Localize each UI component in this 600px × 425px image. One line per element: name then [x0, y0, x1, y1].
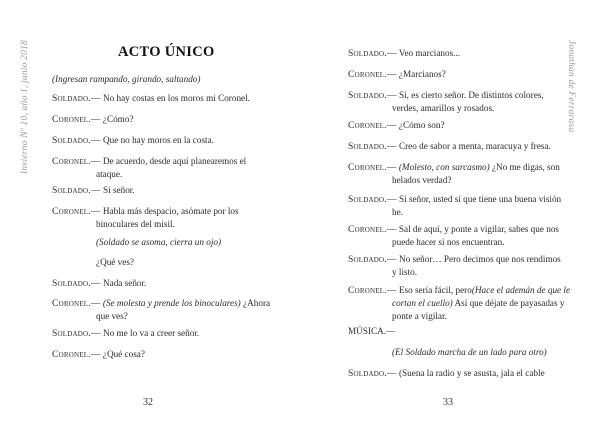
- dialogue-line: [348, 68, 446, 81]
- dialogue-line: [52, 205, 239, 231]
- line-continuation: ataque.: [96, 169, 123, 179]
- line-continuation: y listo.: [392, 267, 418, 277]
- speaker: Coronel.—: [52, 206, 101, 217]
- stage-direction: (Soldado se asoma, cierra un ojo): [96, 237, 222, 247]
- dialogue-line: [348, 367, 545, 380]
- right-page: [300, 0, 600, 425]
- speaker: Soldado.—: [348, 48, 397, 59]
- page-number: 33: [443, 397, 453, 408]
- speaker: Soldado.—: [52, 328, 101, 339]
- line-text: Sí, es cierto señor. De distintos colores,: [398, 90, 544, 100]
- dialogue-line: ¿Qué ves?: [96, 257, 135, 267]
- line-text: ¿Cómo?: [102, 114, 134, 124]
- stage-direction: (Se molesta y prende los binoculares): [102, 298, 241, 308]
- speaker: Soldado.—: [348, 141, 397, 152]
- dialogue-line: [348, 119, 445, 132]
- line-text: Eso sería fácil, pero: [398, 285, 472, 295]
- speaker: Coronel.—: [52, 156, 101, 167]
- stage-direction: (El Soldado marcha de un lado para otro): [392, 347, 547, 357]
- dialogue-line: [52, 277, 146, 290]
- stage-direction-cont: cortan el cuello): [392, 298, 453, 308]
- page-title: ACTO ÚNICO: [118, 44, 215, 60]
- line-text: No hay costas en los moros mi Coronel.: [102, 93, 250, 103]
- line-continuation: he.: [392, 207, 403, 217]
- speaker: Coronel.—: [348, 120, 397, 131]
- speaker: Coronel.—: [348, 69, 397, 80]
- line-continuation: que ves?: [96, 311, 128, 321]
- line-text: ¿No me digas, son: [489, 162, 560, 172]
- dialogue-line: [52, 134, 214, 147]
- speaker: Soldado.—: [52, 278, 101, 289]
- dialogue-line: [52, 297, 270, 323]
- dialogue-line: [52, 184, 135, 197]
- right-side-header: Jonathan de Ferrarasa: [566, 40, 576, 133]
- line-continuation: binoculares del misil.: [96, 219, 175, 229]
- speaker: Soldado.—: [348, 90, 397, 101]
- speaker: Soldado.—: [348, 368, 397, 379]
- stage-direction: (Ingresan rampando, girando, saltando): [52, 74, 201, 84]
- speaker: Soldado.—: [348, 254, 397, 265]
- dialogue-line: [348, 161, 560, 187]
- dialogue-line: [52, 155, 246, 181]
- line-continuation: verdes, amarillos y rosados.: [392, 103, 495, 113]
- speaker: Soldado.—: [52, 93, 101, 104]
- dialogue-line: [348, 223, 559, 249]
- speaker: Soldado.—: [52, 185, 101, 196]
- line-text: Veo marcianos...: [398, 48, 461, 58]
- line-text: Sí señor.: [102, 185, 135, 195]
- line-continuation: ponte a vigilar.: [392, 311, 447, 321]
- line-text: No me lo va a creer señor.: [102, 328, 200, 338]
- dialogue-line: [348, 193, 561, 219]
- line-text: No señor… Pero decimos que nos rendimos: [398, 254, 561, 264]
- speaker: Soldado.—: [348, 194, 397, 205]
- line-text: Creo de sabor a menta, maracuya y fresa.: [398, 141, 551, 151]
- speaker: Coronel.—: [348, 162, 397, 173]
- line-text: Sí señor, usted sí que tiene una buena visión: [398, 194, 562, 204]
- line-text: Habla más despacio, asómate por los: [102, 206, 239, 216]
- line-text: Nada señor.: [102, 278, 147, 288]
- speaker: Coronel.—: [348, 224, 397, 235]
- dialogue-line: [52, 113, 134, 126]
- dialogue-line: [348, 140, 551, 153]
- speaker: Coronel.—: [52, 114, 101, 125]
- line-text: ¿Ahora: [240, 298, 271, 308]
- line-text: ¿Marcianos?: [398, 69, 446, 79]
- line-text: ¿Cómo son?: [398, 120, 445, 130]
- stage-direction: (Hace el ademán de que le: [471, 285, 571, 295]
- dialogue-line: [348, 284, 570, 323]
- music-cue: MÚSICA.—: [348, 326, 396, 336]
- page-number: 32: [143, 397, 153, 408]
- dialogue-line: [52, 348, 145, 361]
- line-text: ¿Qué cosa?: [102, 349, 145, 359]
- line-text: De acuerdo, desde aquí planearemos el: [102, 156, 247, 166]
- line-continuation: helados verdad?: [392, 175, 452, 185]
- left-side-header: Invierno Nº 10, año 1, junio 2018: [20, 40, 30, 175]
- line-text: Sal de aquí, y ponte a vigilar, sabes que nos: [398, 224, 559, 234]
- line-text: (Suena la radio y se asusta, jala el cable: [398, 368, 545, 378]
- speaker: Coronel.—: [52, 349, 101, 360]
- line-continuation: puede hacer si nos encuentran.: [392, 237, 505, 247]
- dialogue-line: [348, 47, 460, 60]
- dialogue-line: [52, 92, 250, 105]
- dialogue-line: [52, 327, 199, 340]
- line-continuation-text: Así que déjate de payasadas y: [452, 298, 565, 308]
- speaker: Coronel.—: [348, 285, 397, 296]
- stage-direction: (Molesto, con sarcasmo): [398, 162, 490, 172]
- speaker: Soldado.—: [52, 135, 101, 146]
- speaker: Coronel.—: [52, 298, 101, 309]
- line-text: Que no hay moros en la costa.: [102, 135, 214, 145]
- line-continuation: [348, 297, 570, 310]
- dialogue-line: [348, 89, 544, 115]
- dialogue-line: [348, 253, 561, 279]
